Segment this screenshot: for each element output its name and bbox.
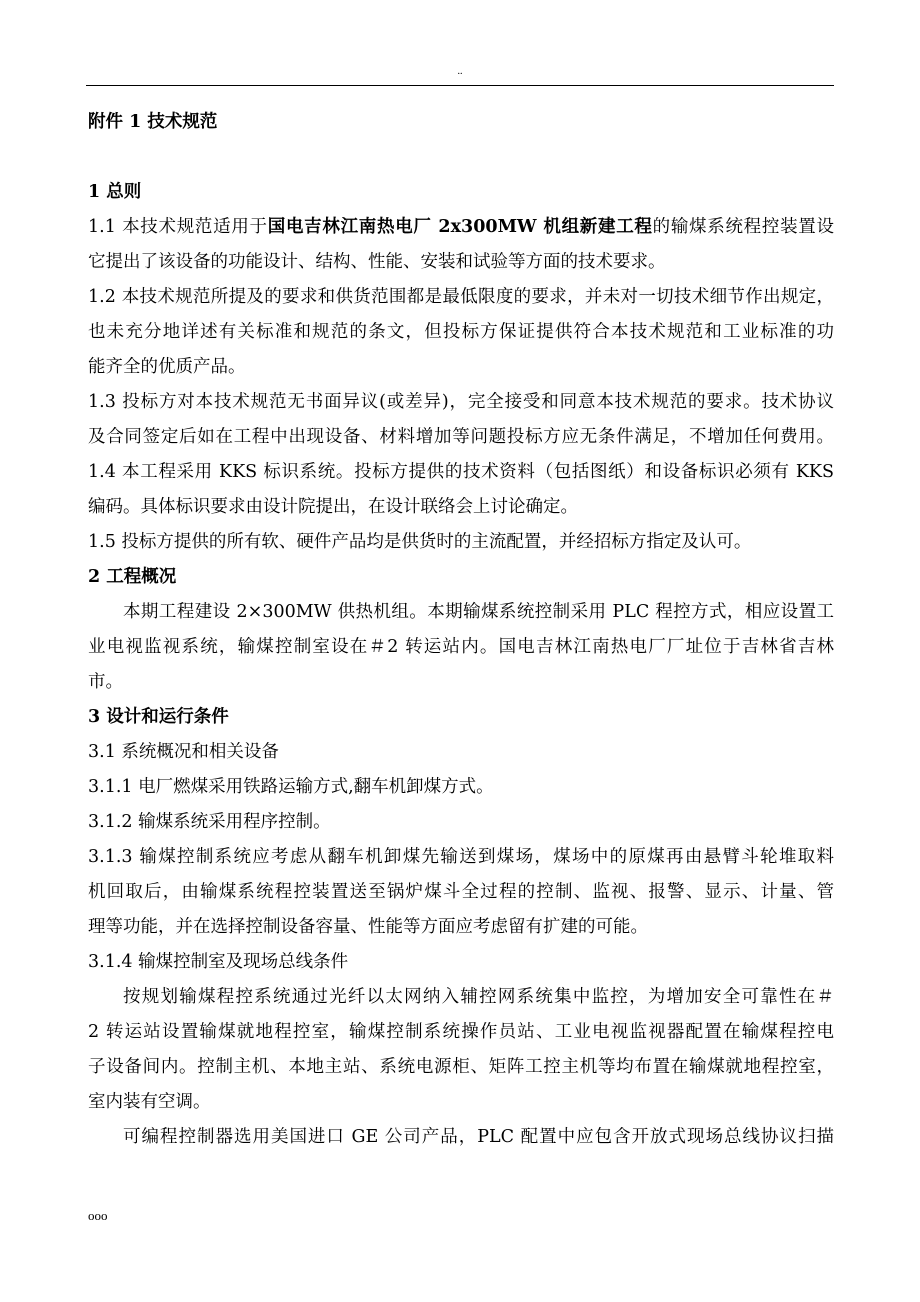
section-1-heading: 1 总则	[88, 182, 142, 202]
section-2-heading: 2 工程概况	[88, 567, 177, 587]
clause-1-2-line-1: 1.2 本技术规范所提及的要求和供货范围都是最低限度的要求，并未对一切技术细节作出规定，	[88, 287, 834, 307]
section-3-heading: 3 设计和运行条件	[88, 707, 229, 727]
clause-1-1-line-2: 它提出了该设备的功能设计、结构、性能、安装和试验等方面的技术要求。	[88, 252, 666, 272]
clause-3-1-4-para1-line-1: 按规划输煤程控系统通过光纤以太网纳入辅控网系统集中监控，为增加安全可靠性在＃	[123, 987, 834, 1007]
document-body	[88, 105, 834, 1155]
clause-3-1-2: 3.1.2 输煤系统采用程序控制。	[88, 812, 331, 832]
section-2-para-line-2: 业电视监视系统，输煤控制室设在＃2 转运站内。国电吉林江南热电厂厂址位于吉林省吉林	[88, 637, 834, 657]
clause-1-5-line-1: 1.5 投标方提供的所有软、硬件产品均是供货时的主流配置，并经招标方指定及认可。	[88, 532, 752, 552]
clause-1-3-line-1: 1.3 投标方对本技术规范无书面异议(或差异)，完全接受和同意本技术规范的要求。技术协议	[88, 392, 834, 412]
clause-1-4-line-1: 1.4 本工程采用 KKS 标识系统。投标方提供的技术资料（包括图纸）和设备标识必须有 KKS	[88, 462, 834, 482]
clause-3-1-4-para1-line-2: 2 转运站设置输煤就地程控室，输煤控制系统操作员站、工业电视监视器配置在输煤程控电	[88, 1022, 834, 1042]
clause-3-1-3-line-1: 3.1.3 输煤控制系统应考虑从翻车机卸煤先输送到煤场，煤场中的原煤再由悬臂斗轮堆取料	[88, 847, 834, 867]
clause-1-2-line-3: 能齐全的优质产品。	[88, 357, 246, 377]
clause-3-1-3-line-2: 机回取后，由输煤系统程控装置送至锅炉煤斗全过程的控制、监视、报警、显示、计量、管	[88, 882, 834, 902]
subsection-3-1: 3.1 系统概况和相关设备	[88, 742, 279, 762]
clause-1-1-suffix: 的输煤系统程控装置设	[652, 217, 834, 237]
clause-1-4-line-2: 编码。具体标识要求由设计院提出，在设计联络会上讨论确定。	[88, 497, 578, 517]
clause-1-1-line-1	[88, 210, 834, 245]
clause-1-1-prefix: 1.1 本技术规范适用于	[88, 217, 268, 237]
header-mark: ..	[457, 66, 463, 77]
project-name: 国电吉林江南热电厂 2x300MW 机组新建工程	[267, 217, 653, 237]
clause-3-1-4-para1-line-3: 子设备间内。控制主机、本地主站、系统电源柜、矩阵工控主机等均布置在输煤就地程控室，	[88, 1057, 834, 1077]
clause-1-3-line-2: 及合同签定后如在工程中出现设备、材料增加等问题投标方应无条件满足，不增加任何费用。	[88, 427, 834, 447]
annex-title: 附件 1 技术规范	[88, 112, 218, 132]
clause-1-2-line-2: 也未充分地详述有关标准和规范的条文，但投标方保证提供符合本技术规范和工业标准的功	[88, 322, 834, 342]
section-2-para-line-3: 市。	[88, 672, 123, 692]
clause-3-1-1: 3.1.1 电厂燃煤采用铁路运输方式,翻车机卸煤方式。	[88, 777, 494, 797]
clause-3-1-4: 3.1.4 输煤控制室及现场总线条件	[88, 952, 349, 972]
clause-3-1-4-para1-line-4: 室内装有空调。	[88, 1092, 211, 1112]
section-2-para-line-1: 本期工程建设 2×300MW 供热机组。本期输煤系统控制采用 PLC 程控方式，相应设置工	[123, 602, 834, 622]
page-footer: ooo	[88, 1208, 108, 1223]
clause-3-1-3-line-3: 理等功能，并在选择控制设备容量、性能等方面应考虑留有扩建的可能。	[88, 917, 648, 937]
header-rule	[86, 85, 834, 86]
spacer	[88, 140, 834, 175]
clause-3-1-4-para2-line-1: 可编程控制器选用美国进口 GE 公司产品，PLC 配置中应包含开放式现场总线协议扫描	[123, 1127, 834, 1147]
